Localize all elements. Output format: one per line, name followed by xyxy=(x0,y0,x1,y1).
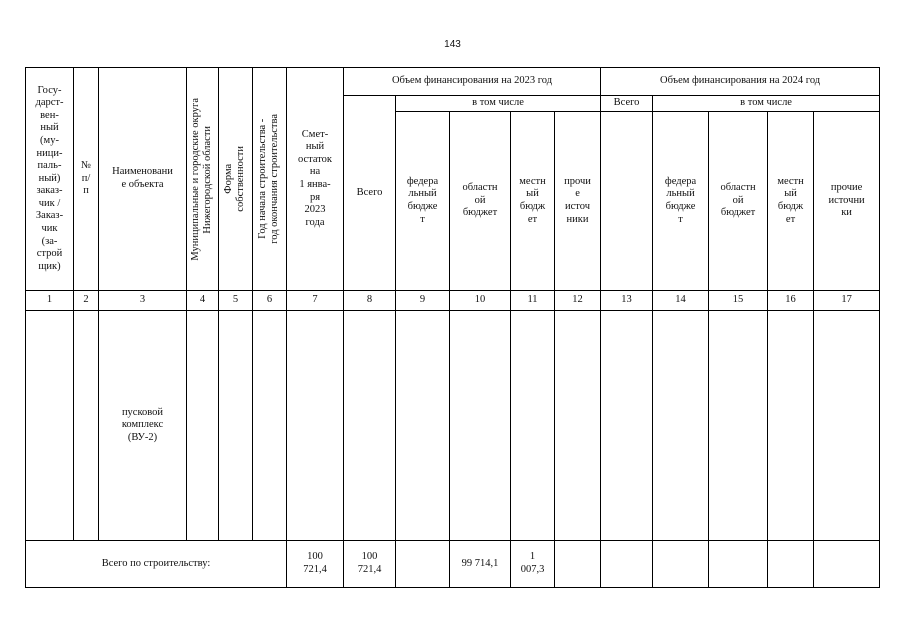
header-object-name: Наименовани е объекта xyxy=(99,68,187,291)
col-number: 9 xyxy=(396,291,450,311)
total-regional-2023: 99 714,1 xyxy=(450,541,511,588)
total-row xyxy=(26,541,880,588)
header-district: Муниципальные и городские округа Нижегородской области xyxy=(190,97,214,261)
header-years-cell xyxy=(253,68,287,291)
page-number: 143 xyxy=(444,39,461,50)
header-customer: Госу- дарст- вен- ный (му- ници- паль- ный) заказ- чик / Заказ- чик (за- строй щик) xyxy=(26,68,74,291)
total-2023: 100 721,4 xyxy=(344,541,396,588)
col-number: 10 xyxy=(450,291,511,311)
header-ownership-cell xyxy=(219,68,253,291)
col-number: 1 xyxy=(26,291,74,311)
header-fin-2024: Объем финансирования на 2024 год xyxy=(601,68,880,96)
header-ownership: Форма собственности xyxy=(223,146,247,212)
col-number: 14 xyxy=(653,291,709,311)
col-number: 11 xyxy=(511,291,555,311)
col-number: 16 xyxy=(768,291,814,311)
col-number: 8 xyxy=(344,291,396,311)
col-number: 6 xyxy=(253,291,287,311)
header-number: № п/ п xyxy=(74,68,99,291)
header-fin-2023: Объем финансирования на 2023 год xyxy=(344,68,601,96)
header-local-2024: местн ый бюдж ет xyxy=(768,112,814,291)
header-remainder: Смет- ный остаток на 1 янва- ря 2023 года xyxy=(287,68,344,291)
col-number: 13 xyxy=(601,291,653,311)
total-label: Всего по строительству: xyxy=(26,541,287,588)
col-number: 2 xyxy=(74,291,99,311)
header-district-cell xyxy=(187,68,219,291)
table-row xyxy=(26,311,880,541)
col-number: 4 xyxy=(187,291,219,311)
total-remainder: 100 721,4 xyxy=(287,541,344,588)
financing-table xyxy=(25,67,880,588)
object-name-cell: пусковой комплекс (ВУ-2) xyxy=(99,311,187,541)
col-number: 3 xyxy=(99,291,187,311)
header-incl-2024: в том числе xyxy=(653,96,880,112)
header-local-2023: местн ый бюдж ет xyxy=(511,112,555,291)
header-federal-2023: федера льный бюдже т xyxy=(396,112,450,291)
header-total-2024: Всего xyxy=(601,96,653,112)
header-years: Год начала строительства - год окончания строительства xyxy=(257,114,281,244)
header-incl-2023: в том числе xyxy=(396,96,601,112)
col-number: 5 xyxy=(219,291,253,311)
header-total-2023: Всего xyxy=(344,96,396,291)
header-other-2024: прочие источни ки xyxy=(814,112,880,291)
col-number: 7 xyxy=(287,291,344,311)
header-regional-2024: областн ой бюджет xyxy=(709,112,768,291)
col-number: 12 xyxy=(555,291,601,311)
column-number-row xyxy=(26,291,880,311)
col-number: 15 xyxy=(709,291,768,311)
header-other-2023: прочи е источ ники xyxy=(555,112,601,291)
header-total-2024-empty xyxy=(601,112,653,291)
total-local-2023: 1 007,3 xyxy=(511,541,555,588)
header-federal-2024: федера льный бюдже т xyxy=(653,112,709,291)
col-number: 17 xyxy=(814,291,880,311)
header-regional-2023: областн ой бюджет xyxy=(450,112,511,291)
